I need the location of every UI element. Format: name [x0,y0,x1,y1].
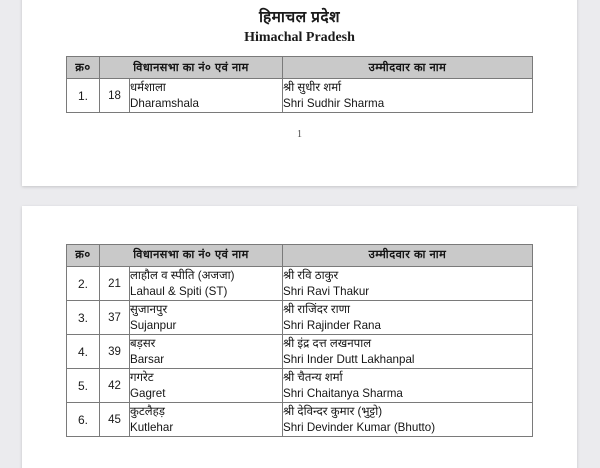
column-header-candidate: उम्मीदवार का नाम [283,57,533,79]
cell-constituency-name [130,403,283,437]
candidate-name-english: Shri Rajinder Rana [283,318,381,332]
document-page-1 [22,0,577,186]
page-number-footer: 1 [297,129,302,141]
cell-candidate-name [283,335,533,369]
constituency-name-english: Sujanpur [130,318,177,332]
table-body-2 [67,267,533,437]
candidate-name-hindi: श्री इंद्र दत्त लखनपाल [283,337,372,351]
column-header-constituency: विधानसभा का नं० एवं नाम [100,245,283,267]
column-header-serial-number: क्र० [67,57,100,79]
candidate-name-hindi: श्री सुधीर शर्मा [283,81,342,95]
candidates-table-2 [66,244,533,437]
cell-constituency-number: 39 [100,335,130,369]
candidate-name-english: Shri Devinder Kumar (Bhutto) [283,420,436,434]
table-header-row [67,245,533,267]
candidate-name-hindi: श्री देविन्दर कुमार (भुट्टो) [283,405,383,419]
constituency-name-hindi: धर्मशाला [130,81,166,95]
constituency-name-english: Barsar [130,352,165,366]
cell-constituency-number: 37 [100,301,130,335]
cell-serial-number: 3. [67,301,100,335]
column-header-serial-number: क्र० [67,245,100,267]
candidate-name-english: Shri Ravi Thakur [283,284,370,298]
table-header-1 [67,57,533,79]
table-body-1 [67,79,533,113]
candidates-table-container-1 [22,56,577,113]
cell-constituency-number: 42 [100,369,130,403]
constituency-name-english: Kutlehar [130,420,174,434]
document-page-2 [22,206,577,468]
cell-candidate-name [283,369,533,403]
cell-serial-number: 5. [67,369,100,403]
cell-serial-number: 1. [67,79,100,113]
candidate-name-hindi: श्री चैतन्य शर्मा [283,371,343,385]
cell-constituency-name [130,369,283,403]
candidate-name-hindi: श्री रवि ठाकुर [283,269,339,283]
constituency-name-hindi: कुटलैहड़ [130,405,165,419]
cell-serial-number: 4. [67,335,100,369]
constituency-name-english: Dharamshala [130,96,199,110]
table-row [67,267,533,301]
constituency-name-hindi: बड़सर [130,337,156,351]
constituency-name-english: Gagret [130,386,166,400]
cell-candidate-name [283,267,533,301]
page-title-english: Himachal Pradesh [244,30,355,46]
constituency-name-hindi: गगरेट [130,371,154,385]
constituency-name-english: Lahaul & Spiti (ST) [130,284,228,298]
cell-constituency-number: 21 [100,267,130,301]
cell-constituency-name [130,79,283,113]
cell-candidate-name [283,403,533,437]
cell-constituency-number: 18 [100,79,130,113]
page-title-hindi: हिमाचल प्रदेश [259,9,340,26]
table-row [67,301,533,335]
candidate-name-hindi: श्री राजिंदर राणा [283,303,351,317]
cell-constituency-name [130,335,283,369]
table-header-2 [67,245,533,267]
constituency-name-hindi: सुजानपुर [130,303,168,317]
candidates-table-1 [66,56,533,113]
cell-constituency-name [130,301,283,335]
cell-constituency-name [130,267,283,301]
table-row [67,369,533,403]
table-row [67,335,533,369]
table-header-row [67,57,533,79]
column-header-constituency: विधानसभा का नं० एवं नाम [100,57,283,79]
candidates-table-container-2 [22,244,577,437]
constituency-name-hindi: लाहौल व स्पीति (अजजा) [130,269,235,283]
candidate-name-english: Shri Sudhir Sharma [283,96,385,110]
cell-candidate-name [283,301,533,335]
column-header-candidate: उम्मीदवार का नाम [283,245,533,267]
table-row [67,79,533,113]
candidate-name-english: Shri Chaitanya Sharma [283,386,403,400]
cell-constituency-number: 45 [100,403,130,437]
cell-serial-number: 6. [67,403,100,437]
cell-serial-number: 2. [67,267,100,301]
table-row [67,403,533,437]
cell-candidate-name [283,79,533,113]
candidate-name-english: Shri Inder Dutt Lakhanpal [283,352,415,366]
